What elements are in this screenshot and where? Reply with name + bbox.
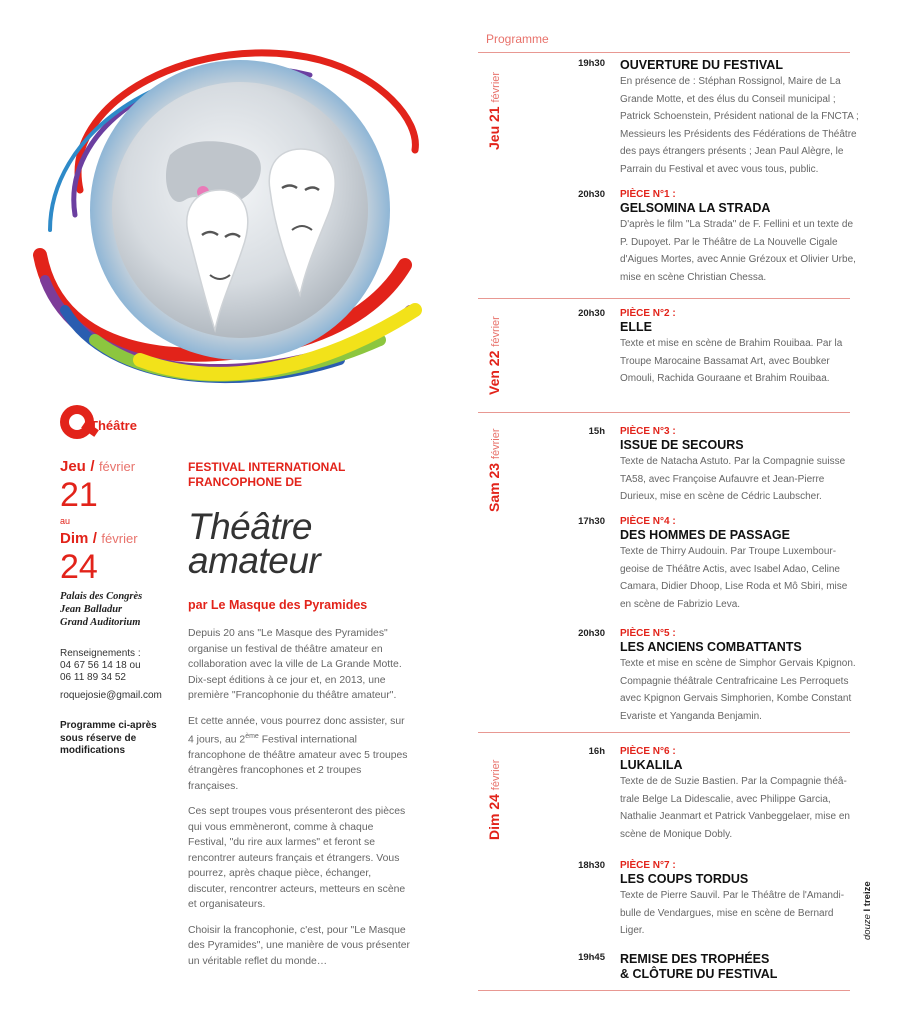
day-name: Jeu 21 bbox=[486, 106, 502, 150]
start-day: Jeu bbox=[60, 458, 86, 475]
end-day: Dim bbox=[60, 530, 89, 547]
festival-description bbox=[188, 460, 410, 969]
event-desc: Texte de Pierre Sauvil. Par le Théâtre de l'Amandi-bulle de Vendargues, mise en scène de Bernard Liger. bbox=[620, 890, 845, 936]
page-left: douze bbox=[862, 914, 873, 940]
divider bbox=[478, 412, 850, 413]
superscript: ème bbox=[245, 733, 259, 740]
paragraph: Choisir la francophonie, c'est, pour "Le Masque des Pyramides", une manière de vous présenter un véritable reflet du monde… bbox=[188, 924, 411, 967]
divider bbox=[478, 52, 850, 53]
event-desc: Texte de de Suzie Bastien. Par la Compagnie théâ-trale Belge La Didescalie, avec Philippe Garcia, Nathalie Jeanmart et Patrick Vanbeggelaer, mise en scène de Monique Dobly. bbox=[620, 776, 850, 840]
event-time: 18h30 bbox=[578, 860, 605, 871]
venue-line: Jean Balladur bbox=[60, 604, 123, 615]
divider bbox=[478, 990, 850, 991]
divider bbox=[478, 298, 850, 299]
page-sep: I bbox=[862, 908, 873, 912]
date-separator-2: / bbox=[92, 530, 97, 547]
event-piece-label: PIÈCE N°6 : bbox=[620, 746, 676, 757]
event-piece-label: PIÈCE N°5 : bbox=[620, 628, 676, 639]
event-time: 19h45 bbox=[578, 952, 605, 963]
festival-title bbox=[188, 460, 410, 490]
festival-title-line: FRANCOPHONE DE bbox=[188, 475, 303, 489]
event-piece-label: PIÈCE N°1 : bbox=[620, 189, 676, 200]
end-num: 24 bbox=[60, 548, 98, 586]
event-title-line2: & CLÔTURE DU FESTIVAL bbox=[620, 967, 778, 981]
event-desc: Texte de Natacha Astuto. Par la Compagnie suisse TA58, avec Françoise Aufauvre et Jean-Pierre Durieux, mise en scène de Cédric Laubscher. bbox=[620, 456, 846, 502]
paragraph bbox=[188, 714, 410, 795]
venue-line: Grand Auditorium bbox=[60, 617, 141, 628]
day-month: février bbox=[490, 71, 502, 103]
badge-label: Théâtre bbox=[90, 418, 137, 433]
event-time: 16h bbox=[588, 746, 605, 757]
q-logo-icon bbox=[60, 405, 94, 439]
event-title: ELLE bbox=[620, 320, 652, 334]
day-label-dim bbox=[486, 760, 502, 840]
festival-logo bbox=[20, 40, 440, 400]
event-piece-label: PIÈCE N°7 : bbox=[620, 860, 676, 871]
day-name: Dim 24 bbox=[486, 794, 502, 840]
event-title: OUVERTURE DU FESTIVAL bbox=[620, 58, 783, 72]
start-num: 21 bbox=[60, 476, 98, 514]
day-month: février bbox=[490, 428, 502, 460]
festival-title-line: FESTIVAL INTERNATIONAL bbox=[188, 460, 346, 474]
divider bbox=[478, 732, 850, 733]
event-time: 20h30 bbox=[578, 628, 605, 639]
contact-phone: 06 11 89 34 52 bbox=[60, 672, 126, 683]
event-piece-label: PIÈCE N°4 : bbox=[620, 516, 676, 527]
date-connector: au bbox=[60, 516, 71, 526]
contact-email[interactable]: roquejosie@gmail.com bbox=[60, 690, 162, 701]
event-title: DES HOMMES DE PASSAGE bbox=[620, 528, 790, 542]
big-title bbox=[188, 506, 410, 581]
day-name: Ven 22 bbox=[486, 350, 502, 395]
event-time: 15h bbox=[588, 426, 605, 437]
big-title-line: Théâtre bbox=[188, 506, 313, 547]
body-text bbox=[188, 626, 410, 969]
venue-line: Palais des Congrès bbox=[60, 591, 143, 602]
event-time: 17h30 bbox=[578, 516, 605, 527]
event-time: 20h30 bbox=[578, 189, 605, 200]
date-separator: / bbox=[90, 458, 95, 475]
paragraph: Depuis 20 ans "Le Masque des Pyramides" organise un festival de théâtre amateur en collaboration avec la ville de La Grande Motte. Dix-sept éditions à ce jour et, en 2013, une première "Francophonie du théâtre amateur". bbox=[188, 628, 402, 701]
venue bbox=[60, 590, 190, 629]
start-month: février bbox=[98, 459, 136, 474]
notice-line: sous réserve de bbox=[60, 732, 137, 744]
contact-phone: 04 67 56 14 18 ou bbox=[60, 660, 141, 671]
festival-dates bbox=[60, 458, 190, 584]
contact-label: Renseignements : bbox=[60, 648, 141, 659]
notice-line: Programme ci-après bbox=[60, 720, 157, 731]
day-name: Sam 23 bbox=[486, 462, 502, 512]
paragraph-part: Et cette année, vous pourrez donc assister, sur 4 jours, au 2 bbox=[188, 715, 405, 746]
programme-notice bbox=[60, 720, 190, 758]
event-piece-label: PIÈCE N°3 : bbox=[620, 426, 676, 437]
event-desc: Texte et mise en scène de Simphor Gervais Kpignon. Compagnie théâtrale Centrafricaine Les Perroquets avec Kpignon Gervais Simphorien, Kombe Constant Evariste et Yanganda Benjamin. bbox=[620, 658, 856, 722]
event-desc: En présence de : Stéphan Rossignol, Maire de La Grande Motte, et des élus du Conseil municipal ; Patrick Schoenstein, Président national de la FNCTA ; Messieurs les Présidents des Fédérations de Théâtre des pays étrangers présents ; Jean Paul Alègre, le Parrain du Festival et avec vous tous, public. bbox=[620, 76, 859, 175]
day-label-ven bbox=[486, 316, 502, 395]
event-title: REMISE DES TROPHÉES bbox=[620, 952, 770, 966]
event-title: LES COUPS TORDUS bbox=[620, 872, 749, 886]
event-desc: D'après le film "La Strada" de F. Fellini et un texte de P. Dupoyet. Par le Théâtre de La Nouvelle Cigale d'Aigues Mortes, avec Annie Grézoux et Olivier Urbe, mise en scène Christian Chessa. bbox=[620, 219, 856, 283]
paragraph: Ces sept troupes vous présenteront des pièces qui vous emmèneront, comme à chaque Festival, "du rire aux larmes" et feront se rencontrer auteurs français et étrangers. Vous pourrez, après chaque pièce, échanger, discuter, rencontrer acteurs, metteurs en scène et organisateurs. bbox=[188, 806, 406, 911]
day-month: février bbox=[490, 316, 502, 347]
notice-line: modifications bbox=[60, 745, 126, 756]
event-title: GELSOMINA LA STRADA bbox=[620, 201, 771, 215]
event-time: 19h30 bbox=[578, 58, 605, 69]
day-month: février bbox=[490, 759, 502, 791]
event-title: LES ANCIENS COMBATTANTS bbox=[620, 640, 802, 654]
day-label-sam bbox=[486, 429, 502, 513]
festival-subtitle: par Le Masque des Pyramides bbox=[188, 598, 368, 612]
event-title: ISSUE DE SECOURS bbox=[620, 438, 744, 452]
end-month: février bbox=[101, 531, 138, 546]
page-right: treize bbox=[862, 881, 873, 907]
theatre-badge bbox=[60, 405, 170, 445]
event-title: LUKALILA bbox=[620, 758, 683, 772]
page-number bbox=[862, 881, 873, 940]
event-desc: Texte et mise en scène de Brahim Rouibaa. Par la Troupe Marocaine Bassamat Art, avec Boubker Omouli, Rachida Gouraane et Brahim Rouibaa. bbox=[620, 338, 843, 384]
big-title-line: amateur bbox=[188, 540, 321, 581]
paragraph-part: Festival international francophone de théâtre amateur avec 5 troupes étrangères francophones et 2 troupes françaises. bbox=[188, 734, 408, 792]
event-desc: Texte de Thirry Audouin. Par Troupe Luxembour-geoise de Théâtre Actis, avec Isabel Adao, Celine Camara, Didier Dhoop, Lise Roda et Mô Sbiri, mise en scène de Fabrizio Leva. bbox=[620, 546, 848, 610]
programme-header: Programme bbox=[486, 32, 549, 46]
contact-info bbox=[60, 648, 190, 702]
event-piece-label: PIÈCE N°2 : bbox=[620, 308, 676, 319]
event-time: 20h30 bbox=[578, 308, 605, 319]
day-label-jeu bbox=[486, 72, 502, 150]
